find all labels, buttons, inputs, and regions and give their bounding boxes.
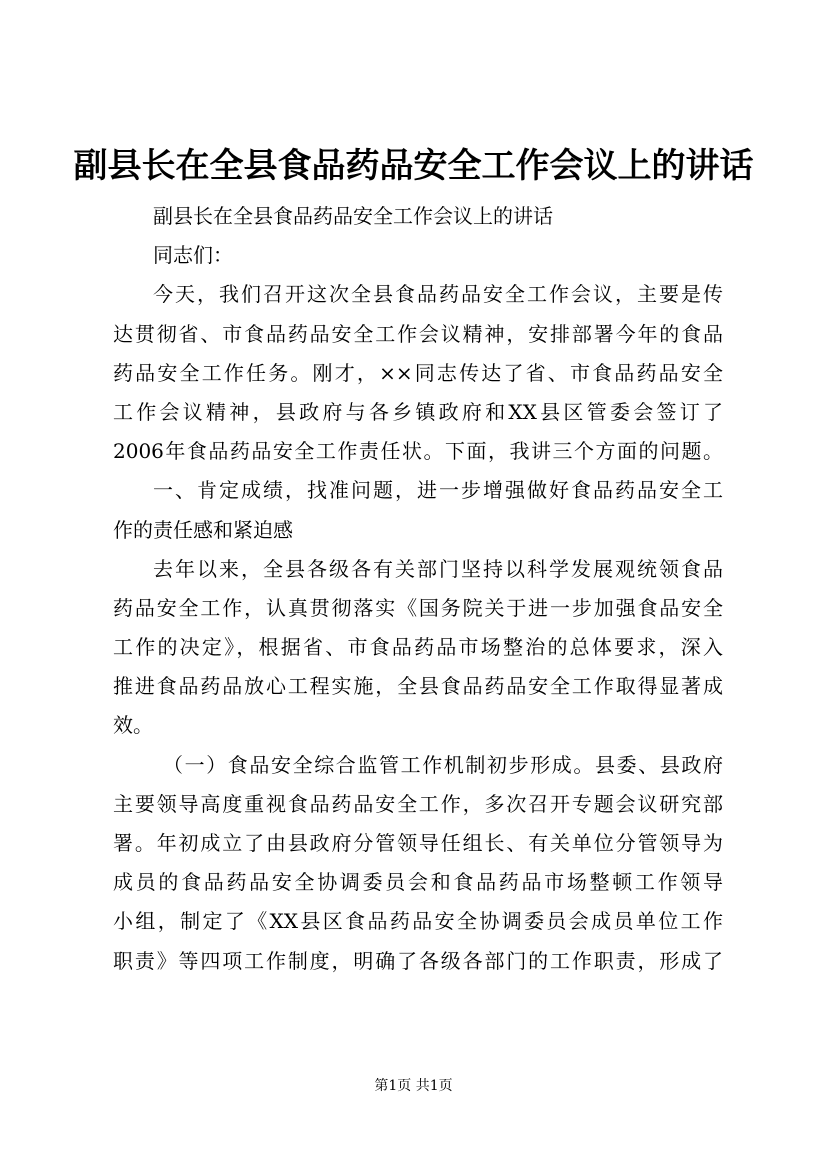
text-line: 成员的食品药品安全协调委员会和食品药品市场整顿工作领导 [113, 870, 723, 895]
text-line: 一、肯定成绩，找准问题，进一步增强做好食品药品安全工 [153, 478, 723, 503]
text-line: （一）食品安全综合监管工作机制初步形成。县委、县政府 [163, 752, 723, 777]
text-line: 去年以来，全县各级各有关部门坚持以科学发展观统领食品 [153, 556, 723, 581]
text-line: 达贯彻省、市食品药品安全工作会议精神，安排部署今年的食品 [113, 321, 723, 346]
page-footer: 第1页 共1页 [374, 1078, 453, 1094]
text-line: 工作的决定》，根据省、市食品药品市场整治的总体要求，深入 [113, 635, 723, 660]
document-body [113, 197, 723, 981]
text-line: 职责》等四项工作制度，明确了各级各部门的工作职责，形成了 [113, 948, 723, 973]
text-line: 主要领导高度重视食品药品安全工作，多次召开专题会议研究部 [113, 791, 723, 816]
text-line: 作的责任感和紧迫感 [113, 517, 293, 542]
text-line: 2006年食品药品安全工作责任状。下面，我讲三个方面的问题。 [113, 439, 723, 464]
text-line: 药品安全工作，认真贯彻落实《国务院关于进一步加强食品安全 [113, 595, 723, 620]
document-title: 副县长在全县食品药品安全工作会议上的讲话 [73, 146, 754, 186]
text-line: 推进食品药品放心工程实施，全县食品药品安全工作取得显著成 [113, 674, 723, 699]
text-line: 副县长在全县食品药品安全工作会议上的讲话 [153, 204, 553, 228]
text-line: 署。年初成立了由县政府分管领导任组长、有关单位分管领导为 [113, 831, 723, 855]
text-line: 效。 [113, 713, 153, 738]
text-line: 工作会议精神，县政府与各乡镇政府和XX县区管委会签订了 [113, 399, 723, 424]
text-line: 同志们： [153, 243, 233, 268]
text-line: 小组，制定了《XX县区食品药品安全协调委员会成员单位工作 [113, 909, 723, 934]
text-line: 今天，我们召开这次全县食品药品安全工作会议，主要是传 [153, 282, 723, 307]
text-line: 药品安全工作任务。刚才，××同志传达了省、市食品药品安全 [113, 360, 723, 385]
